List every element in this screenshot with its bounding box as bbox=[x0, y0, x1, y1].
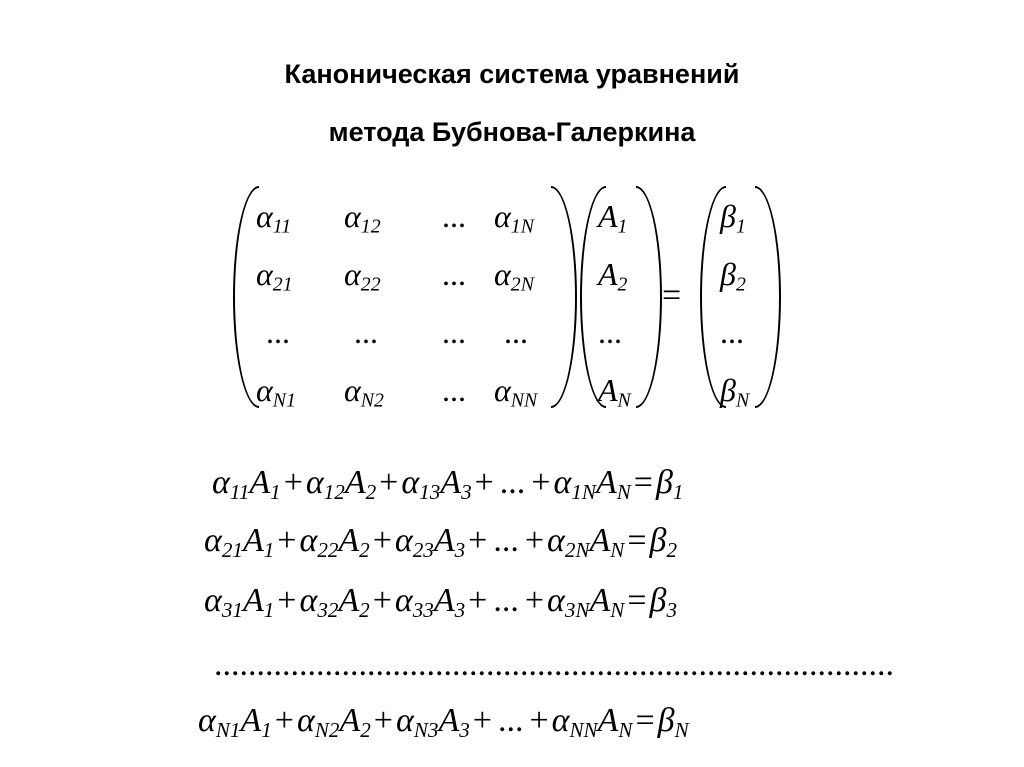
matrix-cell-3-3: ... bbox=[442, 314, 466, 350]
coef-2-2-subscript: 22 bbox=[317, 537, 339, 562]
coef-2-4-subscript: 2N bbox=[564, 537, 590, 562]
unknown-2-3 bbox=[433, 522, 466, 562]
rhs-right-paren bbox=[755, 186, 781, 408]
rhs-vector-4-term bbox=[720, 372, 750, 412]
rhs-1 bbox=[655, 464, 684, 504]
unknown-vector-1-term-subscript: 1 bbox=[617, 215, 628, 238]
equation-row-4 bbox=[198, 700, 689, 751]
unknown-4-4-subscript: N bbox=[618, 717, 633, 742]
unknown-3-1-subscript: 1 bbox=[263, 597, 275, 622]
unknown-3-3-symbol: A bbox=[433, 582, 455, 619]
unknown-4-1-symbol: A bbox=[240, 702, 262, 739]
unknown-vector-3: ... bbox=[598, 314, 622, 350]
plus-sign: + bbox=[277, 522, 297, 559]
unknown-4-3 bbox=[438, 702, 470, 742]
unknown-1-2 bbox=[344, 464, 377, 504]
unknown-3-4-subscript: N bbox=[610, 597, 625, 622]
matrix-cell-3-1: ... bbox=[266, 314, 290, 350]
coef-1-4-subscript: 1N bbox=[571, 479, 596, 504]
slide-title-line-2: метода Бубнова-Галеркина bbox=[328, 117, 696, 147]
matrix-cell-4-1-term bbox=[256, 372, 296, 412]
unknown-1-3-subscript: 3 bbox=[461, 479, 472, 504]
unknown-1-3-symbol: A bbox=[440, 464, 462, 501]
equation-row-2 bbox=[204, 520, 677, 571]
plus-sign: + bbox=[274, 702, 294, 739]
plus-sign: + bbox=[373, 702, 393, 739]
unknown-2-1-subscript: 1 bbox=[263, 537, 275, 562]
unknown-right-paren bbox=[636, 186, 662, 408]
matrix-cell-4-2-term bbox=[344, 372, 384, 412]
coef-3-4-subscript: 3N bbox=[564, 597, 590, 622]
unknown-vector-4-term-subscript: N bbox=[617, 389, 631, 412]
coef-4-1 bbox=[198, 702, 241, 742]
unknown-vector-1-term-symbol: A bbox=[598, 198, 618, 234]
coef-4-2-subscript: N2 bbox=[314, 717, 340, 742]
rhs-vector-2 bbox=[720, 254, 746, 305]
matrix-cell-1-4-term-subscript: 1N bbox=[510, 215, 534, 238]
coef-4-1-symbol: α bbox=[198, 702, 216, 739]
equation-row-1 bbox=[212, 462, 683, 513]
unknown-vector-2-term bbox=[598, 256, 628, 296]
matrix-cell-2-1-term bbox=[256, 256, 293, 296]
unknown-3-2-subscript: 2 bbox=[359, 597, 370, 622]
matrix-cell-1-4 bbox=[494, 196, 534, 247]
unknown-3-1-symbol: A bbox=[242, 582, 264, 619]
coef-1-3-symbol: α bbox=[401, 464, 420, 501]
ellipsis-line: ................................................................................ bbox=[214, 646, 894, 683]
plus-sign: + bbox=[529, 702, 549, 739]
unknown-4-3-symbol: A bbox=[438, 702, 460, 739]
slide-title-line-1: Каноническая система уравнений bbox=[284, 59, 740, 89]
rhs-vector-1-term-symbol: β bbox=[720, 198, 736, 234]
unknown-1-4-symbol: A bbox=[595, 464, 617, 501]
rhs-2-subscript: 2 bbox=[666, 537, 678, 562]
rhs-1-symbol: β bbox=[655, 464, 673, 501]
unknown-vector-4 bbox=[598, 370, 631, 421]
matrix-cell-1-3: ... bbox=[442, 198, 466, 234]
rhs-vector-1 bbox=[720, 196, 746, 247]
unknown-4-1 bbox=[240, 702, 272, 742]
matrix-cell-2-1 bbox=[256, 254, 293, 305]
rhs-2 bbox=[649, 522, 678, 562]
rhs-vector-1-term-subscript: 1 bbox=[735, 215, 746, 238]
matrix-cell-2-2 bbox=[344, 254, 381, 305]
coef-4-2-symbol: α bbox=[296, 702, 315, 739]
coef-2-3-subscript: 23 bbox=[412, 537, 434, 562]
ellipsis: ... bbox=[493, 522, 519, 559]
matrix-cell-4-1-term-symbol: α bbox=[256, 372, 273, 408]
unknown-vector-1 bbox=[598, 196, 627, 247]
unknown-4-3-subscript: 3 bbox=[459, 717, 470, 742]
ellipsis: ... bbox=[497, 702, 524, 739]
coef-1-3-subscript: 13 bbox=[419, 479, 441, 504]
equals-sign: = bbox=[633, 464, 653, 501]
unknown-4-2 bbox=[339, 702, 371, 742]
plus-sign: + bbox=[379, 464, 399, 501]
matrix-cell-4-3: ... bbox=[442, 372, 466, 408]
unknown-2-2 bbox=[338, 522, 370, 562]
unknown-1-1-symbol: A bbox=[249, 464, 271, 501]
equation-row-3 bbox=[204, 580, 677, 631]
unknown-4-4 bbox=[597, 702, 633, 742]
matrix-cell-2-1-term-symbol: α bbox=[256, 256, 273, 292]
unknown-vector-2-term-symbol: A bbox=[598, 256, 618, 292]
matrix-cell-1-4-term bbox=[494, 198, 534, 238]
coef-4-2 bbox=[296, 702, 340, 742]
unknown-1-1 bbox=[249, 464, 281, 504]
matrix-cell-2-4-term-subscript: 2N bbox=[510, 273, 534, 296]
coef-4-3-symbol: α bbox=[395, 702, 414, 739]
coef-2-1 bbox=[204, 522, 243, 562]
unknown-4-1-subscript: 1 bbox=[261, 717, 272, 742]
unknown-4-2-subscript: 2 bbox=[360, 717, 371, 742]
equals-sign: = bbox=[635, 702, 655, 739]
rhs-4 bbox=[657, 702, 689, 742]
unknown-3-2-symbol: A bbox=[338, 582, 360, 619]
matrix-cell-3-2: ... bbox=[354, 314, 378, 350]
unknown-2-3-subscript: 3 bbox=[454, 537, 466, 562]
coef-right-paren bbox=[551, 186, 577, 408]
coef-1-2-subscript: 12 bbox=[323, 479, 345, 504]
unknown-2-4 bbox=[589, 522, 625, 562]
rhs-3-symbol: β bbox=[649, 582, 667, 619]
matrix-cell-1-4-term-symbol: α bbox=[494, 198, 511, 234]
coef-2-3 bbox=[394, 522, 434, 562]
matrix-cell-1-1-term-subscript: 11 bbox=[272, 215, 292, 238]
rhs-vector-2-term-subscript: 2 bbox=[735, 273, 746, 296]
plus-sign: + bbox=[468, 522, 488, 559]
matrix-cell-2-3: ... bbox=[442, 256, 466, 292]
coef-2-2-symbol: α bbox=[299, 522, 318, 559]
unknown-1-2-subscript: 2 bbox=[365, 479, 377, 504]
unknown-3-2 bbox=[338, 582, 370, 622]
coef-2-3-symbol: α bbox=[394, 522, 413, 559]
unknown-1-4 bbox=[595, 464, 631, 504]
matrix-cell-2-4-term-symbol: α bbox=[494, 256, 511, 292]
matrix-cell-2-2-term bbox=[344, 256, 381, 296]
rhs-vector-4-term-subscript: N bbox=[735, 389, 750, 412]
coef-1-4-symbol: α bbox=[553, 464, 572, 501]
rhs-3-subscript: 3 bbox=[666, 597, 678, 622]
coef-3-1-subscript: 31 bbox=[221, 597, 243, 622]
unknown-2-4-symbol: A bbox=[589, 522, 611, 559]
coef-1-1 bbox=[212, 464, 250, 504]
equals-sign: = bbox=[627, 522, 647, 559]
unknown-vector-1-term bbox=[598, 198, 628, 238]
coef-4-3 bbox=[395, 702, 439, 742]
matrix-cell-4-4-term-symbol: α bbox=[494, 372, 511, 408]
plus-sign: + bbox=[524, 582, 545, 619]
unknown-2-3-symbol: A bbox=[433, 522, 455, 559]
coef-4-4-subscript: NN bbox=[569, 717, 598, 742]
unknown-4-2-symbol: A bbox=[339, 702, 361, 739]
coef-3-3-subscript: 33 bbox=[412, 597, 434, 622]
matrix-cell-4-4 bbox=[494, 370, 537, 421]
matrix-cell-4-1-term-subscript: N1 bbox=[272, 389, 296, 412]
coef-1-3 bbox=[401, 464, 441, 504]
matrix-cell-3-4: ... bbox=[504, 314, 528, 350]
unknown-2-2-symbol: A bbox=[338, 522, 360, 559]
unknown-vector-4-term bbox=[598, 372, 631, 412]
coef-2-1-symbol: α bbox=[204, 522, 222, 559]
unknown-3-3-subscript: 3 bbox=[454, 597, 466, 622]
unknown-vector-2-term-subscript: 2 bbox=[617, 273, 628, 296]
unknown-1-3 bbox=[440, 464, 472, 504]
matrix-cell-1-1-term bbox=[256, 198, 292, 238]
matrix-cell-2-2-term-symbol: α bbox=[344, 256, 361, 292]
matrix-equals-sign: = bbox=[662, 277, 682, 314]
plus-sign: + bbox=[468, 582, 488, 619]
matrix-cell-1-2 bbox=[344, 196, 381, 247]
coef-3-4 bbox=[547, 582, 590, 622]
plus-sign: + bbox=[277, 582, 297, 619]
equals-sign: = bbox=[627, 582, 647, 619]
coef-2-4 bbox=[547, 522, 590, 562]
rhs-2-symbol: β bbox=[649, 522, 667, 559]
coef-2-4-symbol: α bbox=[547, 522, 565, 559]
matrix-cell-2-4 bbox=[494, 254, 534, 305]
ellipsis: ... bbox=[499, 464, 526, 501]
coef-4-4-symbol: α bbox=[551, 702, 570, 739]
unknown-2-1-symbol: A bbox=[242, 522, 264, 559]
unknown-2-4-subscript: N bbox=[610, 537, 625, 562]
plus-sign: + bbox=[524, 522, 545, 559]
rhs-vector-1-term bbox=[720, 198, 746, 238]
unknown-3-4-symbol: A bbox=[589, 582, 611, 619]
coef-3-3-symbol: α bbox=[394, 582, 413, 619]
unknown-4-4-symbol: A bbox=[597, 702, 619, 739]
matrix-cell-4-2-term-symbol: α bbox=[344, 372, 361, 408]
matrix-cell-4-4-term bbox=[494, 372, 538, 412]
coef-1-2-symbol: α bbox=[305, 464, 324, 501]
matrix-cell-4-2-term-subscript: N2 bbox=[360, 389, 384, 412]
unknown-2-2-subscript: 2 bbox=[359, 537, 370, 562]
coef-1-1-subscript: 11 bbox=[229, 479, 250, 504]
coef-4-1-subscript: N1 bbox=[215, 717, 241, 742]
rhs-3 bbox=[649, 582, 678, 622]
unknown-vector-4-term-symbol: A bbox=[598, 372, 618, 408]
coef-3-2-subscript: 32 bbox=[317, 597, 339, 622]
unknown-2-1 bbox=[242, 522, 275, 562]
coef-3-4-symbol: α bbox=[547, 582, 565, 619]
coef-1-4 bbox=[553, 464, 596, 504]
plus-sign: + bbox=[283, 464, 303, 501]
rhs-vector-2-term-symbol: β bbox=[720, 256, 736, 292]
rhs-vector-3: ... bbox=[720, 314, 744, 350]
rhs-1-subscript: 1 bbox=[672, 479, 684, 504]
matrix-cell-2-2-term-subscript: 22 bbox=[360, 273, 381, 296]
rhs-4-symbol: β bbox=[657, 702, 675, 739]
matrix-cell-1-2-term bbox=[344, 198, 381, 238]
matrix-cell-1-1-term-symbol: α bbox=[256, 198, 273, 234]
ellipsis: ... bbox=[493, 582, 519, 619]
coef-2-1-subscript: 21 bbox=[221, 537, 243, 562]
coef-3-2-symbol: α bbox=[299, 582, 318, 619]
unknown-1-4-subscript: N bbox=[616, 479, 631, 504]
unknown-vector-2 bbox=[598, 254, 627, 305]
matrix-cell-4-4-term-subscript: NN bbox=[510, 389, 538, 412]
coef-3-1-symbol: α bbox=[204, 582, 222, 619]
coef-4-3-subscript: N3 bbox=[413, 717, 439, 742]
matrix-cell-1-1 bbox=[256, 196, 291, 247]
matrix-cell-4-2 bbox=[344, 370, 384, 421]
coef-3-3 bbox=[394, 582, 434, 622]
matrix-cell-1-2-term-symbol: α bbox=[344, 198, 361, 234]
plus-sign: + bbox=[474, 464, 494, 501]
unknown-1-1-subscript: 1 bbox=[270, 479, 281, 504]
matrix-cell-2-1-term-subscript: 21 bbox=[272, 273, 293, 296]
plus-sign: + bbox=[372, 582, 392, 619]
matrix-cell-2-4-term bbox=[494, 256, 534, 296]
coef-4-4 bbox=[551, 702, 598, 742]
coef-1-2 bbox=[305, 464, 345, 504]
plus-sign: + bbox=[372, 522, 392, 559]
unknown-3-1 bbox=[242, 582, 275, 622]
plus-sign: + bbox=[531, 464, 551, 501]
rhs-vector-4 bbox=[720, 370, 749, 421]
matrix-cell-4-1 bbox=[256, 370, 296, 421]
rhs-vector-2-term bbox=[720, 256, 746, 296]
matrix-cell-1-2-term-subscript: 12 bbox=[360, 215, 381, 238]
rhs-4-subscript: N bbox=[674, 717, 689, 742]
coef-1-1-symbol: α bbox=[212, 464, 230, 501]
unknown-1-2-symbol: A bbox=[344, 464, 366, 501]
coef-3-1 bbox=[204, 582, 243, 622]
coef-2-2 bbox=[299, 522, 339, 562]
unknown-3-3 bbox=[433, 582, 466, 622]
coef-3-2 bbox=[299, 582, 339, 622]
plus-sign: + bbox=[472, 702, 492, 739]
unknown-3-4 bbox=[589, 582, 625, 622]
rhs-vector-4-term-symbol: β bbox=[720, 372, 736, 408]
